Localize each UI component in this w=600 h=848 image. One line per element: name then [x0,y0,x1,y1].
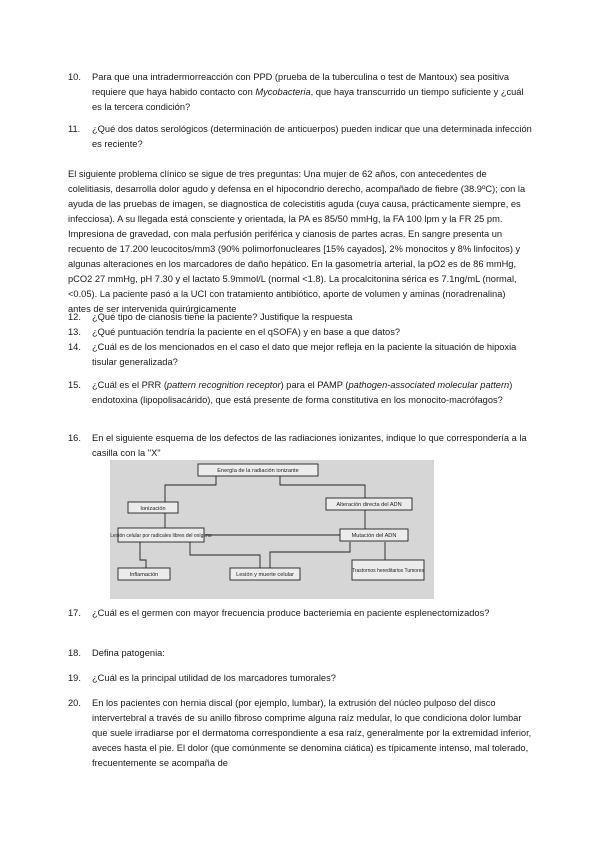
question-text: Defina patogenia: [92,648,165,658]
question-text: En los pacientes con hernia discal (por ejemplo, lumbar), la extrusión del núcleo pulposo del disco intervertebral a través de su anillo fibroso comprime alguna raíz medular, lo que condiciona dolor lumbar que suele irradiarse por el dermatoma correspondiente a esa raíz, generalmente por la extremidad inferior, aveces hasta el pie. El dolor (que comúnmente se denomina ciática) es típicamente intenso, mal tolerado, frecuentemente se acompaña de [92,698,532,768]
question-20 [68,696,532,771]
question-13 [68,325,532,340]
clinical-case-paragraph: El siguiente problema clínico se sigue de tres preguntas: Una mujer de 62 años, con antecedentes de colelitiasis, desarrolla dolor agudo y defensa en el hipocondrio derecho, acompañado de fiebre (38.9ºC); con la ayuda de las pruebas de imagen, se diagnostica de colecistitis aguda (cuya causa, prácticamente siempre, es infecciosa). A su llegada está consciente y orientada, la PA es 85/50 mmHg, la FA 100 lpm y la FR 25 pm. Impresiona de gravedad, con mala perfusión periférica y cianosis de partes acras. En sangre presenta un recuento de 17.200 leucocitos/mm3 (90% polimorfonucleares [15% cayados], 2% monocitos y 8% linfocitos) y algunas alteraciones en los marcadores de daño hepático. En la gasometría arterial, la pO2 es de 86 mmHg, pCO2 27 mmHg, pH 7.30 y el lactato 5.9mmol/L (normal <1.8). La procalcitonina sérica es 7.1ng/mL (normal, <0.05). La paciente pasó a la UCI con tratamiento antibiótico, aporte de volumen y aminas (noradrenalina) antes de ser intervenida quirúrgicamente [68,169,526,314]
question-text: ¿Cuál es el germen con mayor frecuencia produce bacteriemia en paciente esplenectomizados? [92,608,490,618]
question-number: 11. [68,124,81,134]
question-number: 16. [68,433,81,443]
question-10 [68,70,532,115]
box-ionization-label: Ionización [140,506,166,512]
question-text: Para que una intradermorreacción con PPD (prueba de la tuberculina o test de Mantoux) sea positiva requiere que haya habido contacto con Mycobacteria, que haya transcurrido un tiempo suficiente y ¿cuál es la tercera condición? [92,72,524,112]
connector-line [165,475,216,502]
box-energy-radiation-label: Energía de la radiación ionizante [217,468,299,474]
question-14 [68,340,532,370]
question-number: 19. [68,673,81,683]
question-number: 20. [68,698,81,708]
box-cell-injury-death-label: Lesión y muerte celular [236,572,294,578]
question-text: ¿Qué dos datos serológicos (determinación de anticuerpos) pueden indicar que una determinada infección es reciente? [92,124,532,149]
question-15 [68,378,532,408]
question-number: 14. [68,342,81,352]
question-number: 10. [68,72,81,82]
connector-line [280,475,365,498]
question-19 [68,671,532,686]
box-hereditary-tumors-label: Trastornos hereditarios Tumores [351,568,425,574]
question-text: ¿Cuál es la principal utilidad de los marcadores tumorales? [92,673,336,683]
question-number: 15. [68,380,81,390]
box-cell-injury-radicals-label: Lesión celular por radicales libres del oxígeno [110,533,212,539]
question-text: ¿Cuál es de los mencionados en el caso el dato que mejor refleja en la paciente la situación de hipoxia tisular generalizada? [92,342,517,367]
question-text: En el siguiente esquema de los defectos de las radiaciones ionizantes, indique lo que correspondería a la casilla con la "X" [92,433,527,458]
box-inflammation-label: Inflamación [129,572,159,578]
connector-line [270,542,350,568]
box-dna-mutation-label: Mutación del ADN [351,533,397,539]
question-text: ¿Qué tipo de cianosis tiene la paciente? Justifique la respuesta [92,312,353,322]
question-17 [68,606,532,621]
question-text: ¿Cuál es el PRR (pattern recognition receptor) para el PAMP (pathogen-associated molecular pattern) endotoxina (lipopolisacárido), que está presente de forma constitutiva en los monocito-macrófagos? [92,380,513,405]
question-number: 17. [68,608,81,618]
question-number: 12. [68,312,81,322]
question-16 [68,431,532,461]
box-dna-direct-label: Alteración directa del ADN [336,502,402,508]
question-text: ¿Qué puntuación tendría la paciente en el qSOFA) y en base a que datos? [92,327,401,337]
connector-line [140,542,146,568]
question-18 [68,646,532,661]
question-number: 13. [68,327,81,337]
question-11 [68,122,532,152]
radiation-effects-diagram [110,460,434,599]
question-12 [68,310,532,325]
connector-line [190,542,260,568]
question-number: 18. [68,648,81,658]
